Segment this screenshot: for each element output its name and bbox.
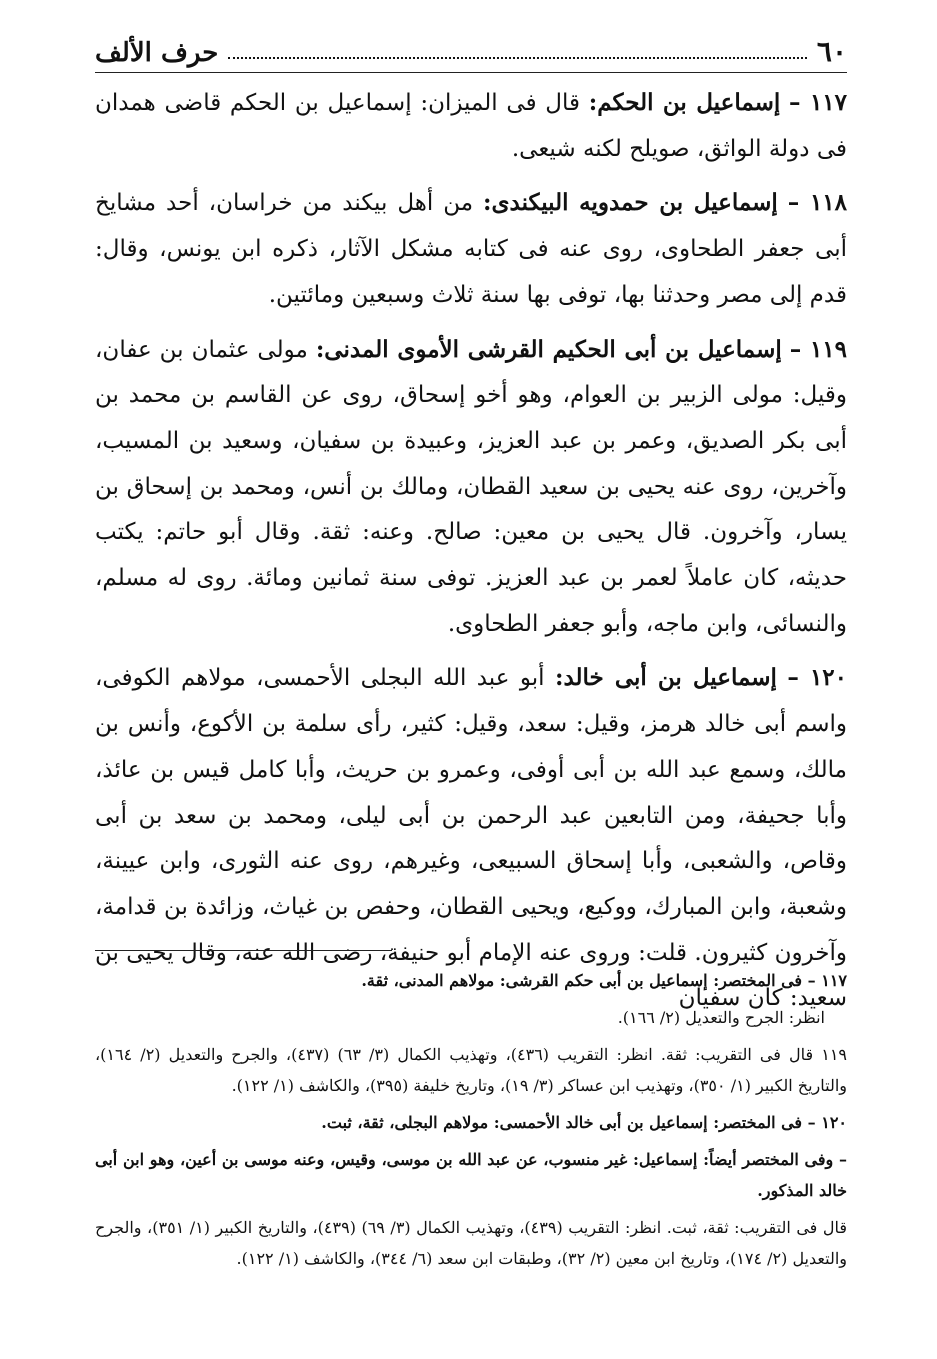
footnote: قال فى التقريب: ثقة، ثبت. انظر: التقريب (٤٣٩)، وتهذيب الكمال (٣/ ٦٩) (٤٣٩)، والتاريخ الكبير (١/ ٣٥١)، والجرح والتعديل (٢/ ١٧٤)، وتاريخ ابن معين (٢/ ٣٢)، وطبقات ابن سعد (٦/ ٣٤٤)، والكاشف (١/ ١٢٢). xyxy=(95,1218,847,1268)
entry-name: إسماعيل بن الحكم: xyxy=(588,89,781,116)
footnote-separator xyxy=(95,950,392,951)
entry-text: أبو عبد الله البجلى الأحمسى، مولاهم الكوفى، واسم أبى خالد هرمز، وقيل: سعد، وقيل: كثير، رأى سلمة بن الأكوع، وأنس بن مالك، وسمع عبد الله بن أبى أوفى، وعمرو بن حريث، وأبا كامل قيس بن عائذ، وأبا جحيفة، ومن التابعين عبد الرحمن بن أبى ليلى، ومحمد بن سعد بن أبى وقاص، والشعبى، وأبا إسحاق السبيعى، وغيرهم، روى عنه الثورى، وابن عيينة، وشعبة، وابن المبارك، ووكيع، ويحيى القطان، وحفص بن غياث، وزائدة بن قدامة، وآخرون كثيرون. قلت: وروى عنه الإمام أبو حنيفة، رضى الله عنه، وقال يحيى بن سعيد: كان سفيان xyxy=(95,665,847,1012)
entry-name: إسماعيل بن حمدويه البيكندى: xyxy=(483,189,778,217)
footnote: – وفى المختصر أيضاً: إسماعيل: غير منسوب، عن عبد الله بن موسى، وقيس، وعنه موسى بن أعين، وهو ابن أبى خالد المذكور. xyxy=(95,1150,847,1200)
biography-entry xyxy=(95,80,847,172)
header-rule xyxy=(95,72,847,73)
entry-text: مولى عثمان بن عفان، وقيل: مولى الزبير بن العوام، وهو أخو إسحاق، روى عن القاسم بن محمد بن أبى بكر الصديق، وعمر بن عبد العزيز، وعبيدة بن سفيان، وسعيد بن المسيب، وآخرين، روى عنه يحيى بن سعيد القطان، ومالك بن أنس، ومحمد بن إسحاق بن يسار، وآخرون. قال يحيى بن معين: صالح. وعنه: ثقة. وقال أبو حاتم: يكتب حديثه، كان عاملاً لعمر بن عبد العزيز. توفى سنة ثمانين ومائة. روى له مسلم، والنسائى، وابن ماجه، وأبو جعفر الطحاوى. xyxy=(95,336,847,637)
entry-name: إسماعيل بن أبى الحكيم القرشى الأموى المدنى: xyxy=(315,335,782,363)
entry-number: ١١٧ – xyxy=(789,89,848,116)
footnote: ١٢٠ – فى المختصر: إسماعيل بن أبى خالد الأحمسى: مولاهم البجلى، ثقة، ثبت. xyxy=(321,1113,847,1132)
footnote: ١١٧ – فى المختصر: إسماعيل بن أبى حكم القرشى: مولاهم المدنى، ثقة. xyxy=(361,971,847,990)
entry-text: من أهل بيكند من خراسان، أحد مشايخ أبى جعفر الطحاوى، روى عنه فى كتابه مشكل الآثار، ذكره ابن يونس، وقال: قدم إلى مصر وحدثنا بها، توفى بها سنة ثلاث وسبعين ومائتين. xyxy=(95,190,847,308)
entry-text: قال فى الميزان: إسماعيل بن الحكم قاضى همدان فى دولة الواثق، صويلح لكنه شيعى. xyxy=(95,90,847,162)
footnote: انظر: الجرح والتعديل (٢/ ١٦٦). xyxy=(617,1008,825,1027)
chapter-title: حرف الألف xyxy=(95,38,219,68)
entry-number: ١٢٠ – xyxy=(787,664,848,692)
main-text xyxy=(95,80,847,1030)
page-header xyxy=(95,28,847,68)
biography-entry xyxy=(95,180,847,318)
header-dotted-leader xyxy=(228,57,807,59)
footnotes xyxy=(95,965,847,1280)
entry-name: إسماعيل بن أبى خالد: xyxy=(554,664,777,692)
biography-entry xyxy=(95,327,847,648)
entry-number: ١١٩ – xyxy=(789,335,848,363)
entry-number: ١١٨ – xyxy=(787,189,847,217)
footnote: ١١٩ قال فى التقريب: ثقة. انظر: التقريب (٤٣٦)، وتهذيب الكمال (٣/ ٦٣) (٤٣٧)، والجرح والتعديل (٢/ ١٦٤)، والتاريخ الكبير (١/ ٣٥٠)، وتهذيب ابن عساكر (٣/ ١٩)، وتاريخ خليفة (٣٩٥)، والكاشف (١/ ١٢٢). xyxy=(95,1045,847,1095)
page-number: ٦٠ xyxy=(816,35,847,68)
